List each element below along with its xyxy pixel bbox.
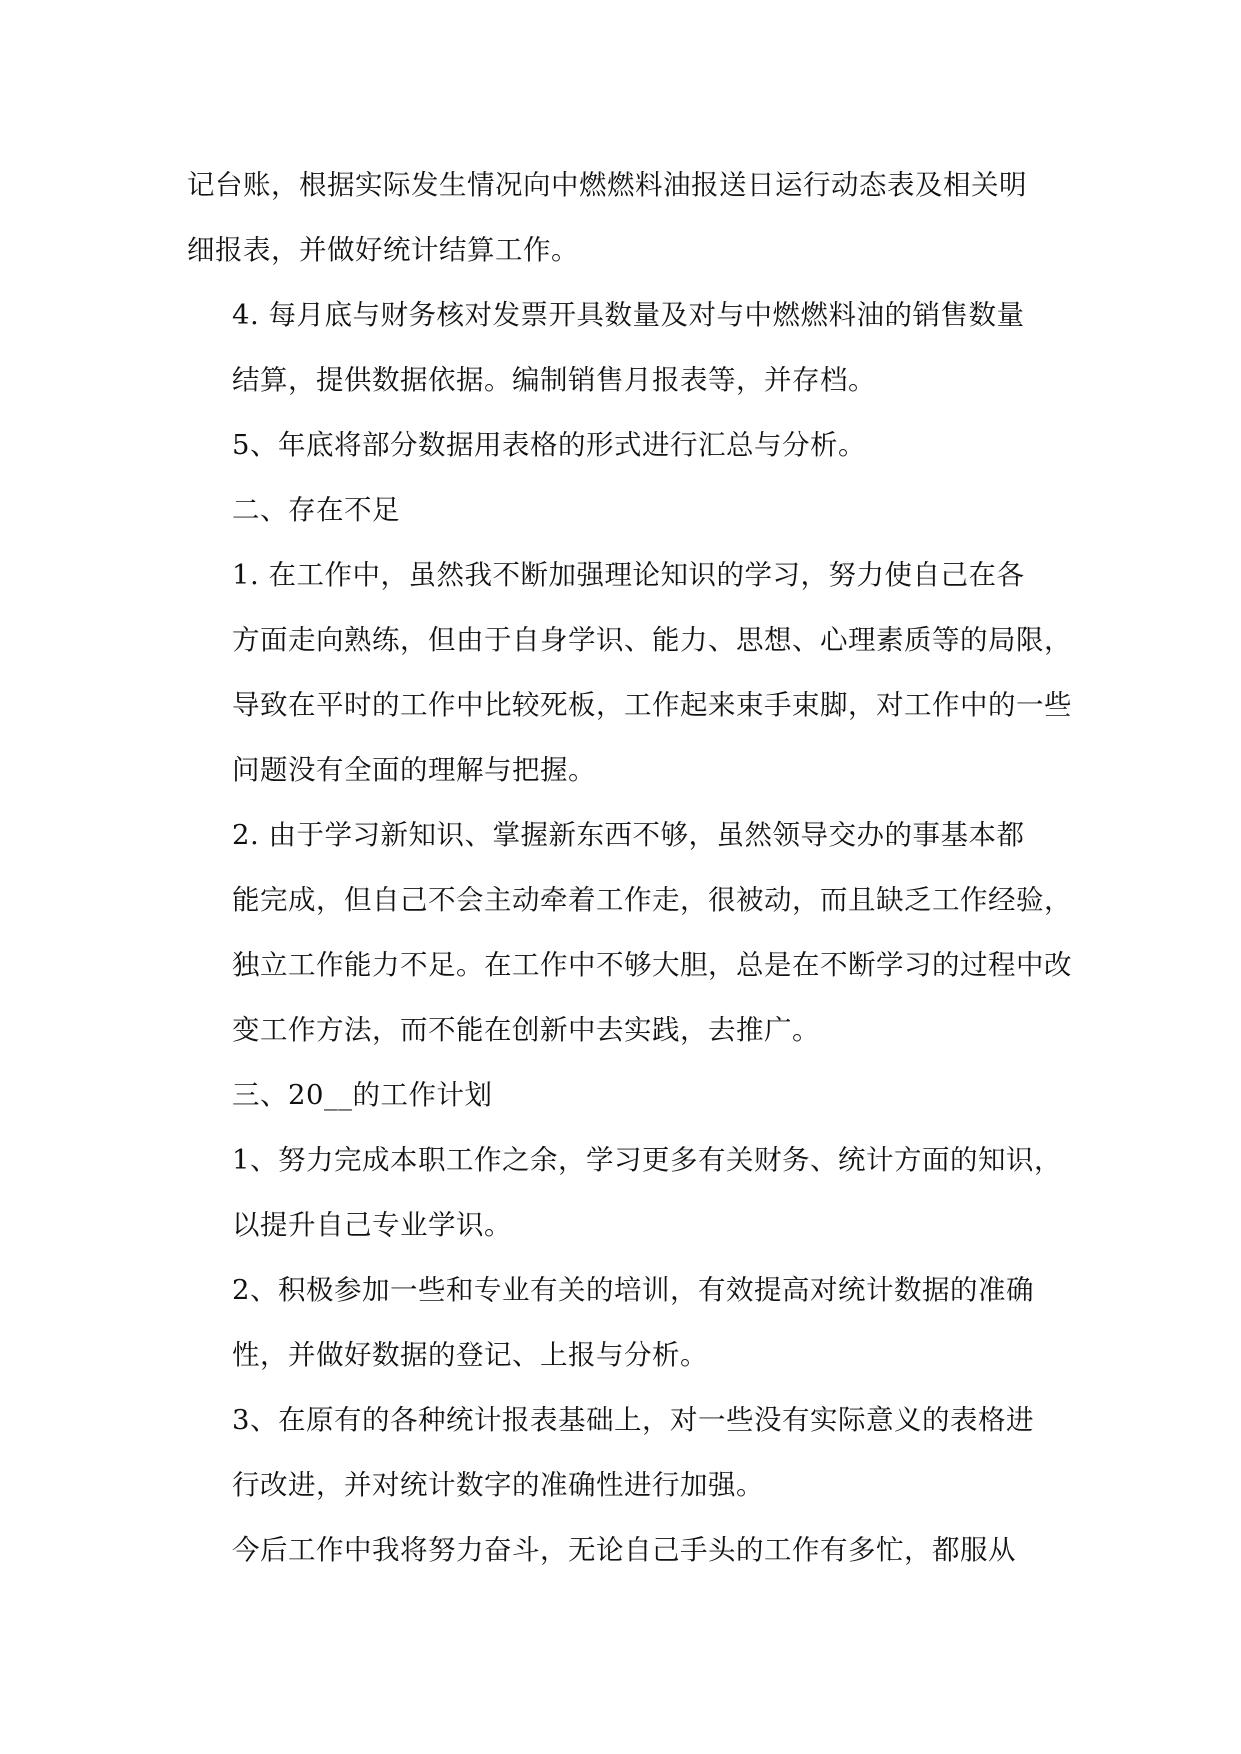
text-line: 能完成，但自己不会主动牵着工作走，很被动，而且缺乏工作经验， <box>232 884 1072 916</box>
text-line: 3、在原有的各种统计报表基础上，对一些没有实际意义的表格进 <box>232 1404 1034 1436</box>
text-line: 1、努力完成本职工作之余，学习更多有关财务、统计方面的知识， <box>232 1144 1062 1176</box>
paragraph-closing <box>187 1518 1067 1583</box>
paragraph-shortcoming-2 <box>187 803 1072 1063</box>
text-line: 2、积极参加一些和专业有关的培训，有效提高对统计数据的准确 <box>232 1274 1034 1306</box>
paragraph-ledger-reporting <box>187 153 1067 283</box>
paragraph-shortcoming-1 <box>187 543 1072 803</box>
text-line: 2. 由于学习新知识、掌握新东西不够，虽然领导交办的事基本都 <box>232 819 1025 851</box>
text-line: 5、年底将部分数据用表格的形式进行汇总与分析。 <box>232 429 866 461</box>
section-heading-shortcomings <box>187 478 1067 543</box>
text-line: 结算，提供数据依据。编制销售月报表等，并存档。 <box>232 364 876 396</box>
text-line: 以提升自己专业学识。 <box>232 1209 512 1241</box>
text-line: 问题没有全面的理解与把握。 <box>232 754 596 786</box>
text-line: 导致在平时的工作中比较死板，工作起来束手束脚，对工作中的一些 <box>232 689 1072 721</box>
text-line: 细报表，并做好统计结算工作。 <box>187 234 579 266</box>
section-heading-work-plan <box>187 1063 1067 1128</box>
text-line: 今后工作中我将努力奋斗，无论自己手头的工作有多忙，都服从 <box>232 1534 1016 1566</box>
document-body <box>187 153 1072 1583</box>
section-heading: 三、20__的工作计划 <box>232 1079 493 1111</box>
text-line: 性，并做好数据的登记、上报与分析。 <box>232 1339 708 1371</box>
text-line: 1. 在工作中，虽然我不断加强理论知识的学习，努力使自己在各 <box>232 559 1025 591</box>
paragraph-plan-3 <box>187 1388 1067 1518</box>
paragraph-item-4 <box>187 283 1067 413</box>
text-line: 方面走向熟练，但由于自身学识、能力、思想、心理素质等的局限， <box>232 624 1072 656</box>
text-line: 行改进，并对统计数字的准确性进行加强。 <box>232 1469 764 1501</box>
text-line: 变工作方法，而不能在创新中去实践，去推广。 <box>232 1014 820 1046</box>
paragraph-plan-1 <box>187 1128 1067 1258</box>
text-line: 记台账，根据实际发生情况向中燃燃料油报送日运行动态表及相关明 <box>187 169 1027 201</box>
text-line: 4. 每月底与财务核对发票开具数量及对与中燃燃料油的销售数量 <box>232 299 1025 331</box>
text-line: 独立工作能力不足。在工作中不够大胆，总是在不断学习的过程中改 <box>232 949 1072 981</box>
paragraph-plan-2 <box>187 1258 1067 1388</box>
section-heading: 二、存在不足 <box>232 494 400 526</box>
paragraph-item-5 <box>187 413 1067 478</box>
